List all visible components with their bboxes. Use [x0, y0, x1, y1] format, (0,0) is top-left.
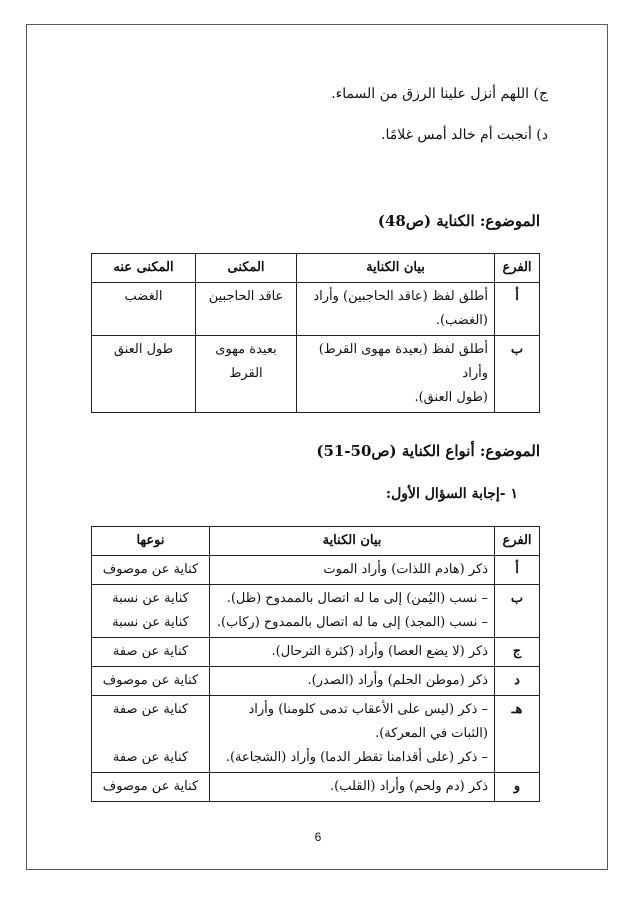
row-meaning: طول العنق — [92, 336, 196, 413]
row-type — [92, 585, 210, 638]
type-line: كناية عن صفة — [112, 702, 189, 717]
kinaya-table — [91, 253, 540, 413]
table-header-row — [92, 254, 540, 283]
row-explanation: ذكر (لا يضع العصا) وأراد (كثرة الترحال). — [210, 638, 495, 667]
header-branch: الفرع — [495, 527, 540, 556]
table-row — [92, 773, 540, 802]
table-row — [92, 283, 540, 336]
header-metonym: المكنى — [196, 254, 297, 283]
table-row — [92, 667, 540, 696]
section1-title: الموضوع: الكناية (ص48) — [377, 212, 540, 230]
explanation-line: أطلق لفظ (عاقد الحاجبين) وأراد — [313, 289, 488, 304]
header-explanation: بيان الكناية — [210, 527, 495, 556]
row-type: كناية عن موصوف — [92, 556, 210, 585]
explanation-line: – نسب (اليُمن) إلى ما له اتصال بالممدوح (ظل). — [226, 591, 488, 606]
row-explanation — [210, 585, 495, 638]
kinaya-types-table — [91, 526, 540, 802]
item-d-line: د) أنجبت أم خالد أمس غلامًا. — [381, 127, 548, 143]
explanation-line: – ذكر (ليس على الأعقاب تدمى كلومنا) وأراد — [248, 702, 488, 717]
explanation-line: (طول العنق). — [414, 390, 488, 405]
section2-title: الموضوع: أنواع الكناية (ص50-51) — [316, 442, 540, 460]
row-meaning: الغضب — [92, 283, 196, 336]
header-explanation: بيان الكناية — [297, 254, 495, 283]
row-type: كناية عن موصوف — [92, 667, 210, 696]
row-explanation — [297, 336, 495, 413]
explanation-line: أطلق لفظ (بعيدة مهوى القرط) وأراد — [318, 342, 488, 381]
explanation-line: (الغضب). — [435, 313, 488, 328]
row-branch: و — [495, 773, 540, 802]
header-branch: الفرع — [495, 254, 540, 283]
type-line: كناية عن صفة — [112, 750, 189, 765]
type-line-spacer — [98, 722, 203, 746]
row-branch: ب — [495, 336, 540, 413]
item-j-line: ج) اللهم أنزل علينا الرزق من السماء. — [331, 86, 548, 102]
metonym-line: بعيدة مهوى — [215, 342, 277, 357]
metonym-line: القرط — [229, 366, 263, 381]
row-branch: ب — [495, 585, 540, 638]
row-branch: أ — [495, 283, 540, 336]
header-type: نوعها — [92, 527, 210, 556]
type-line: كناية عن نسبة — [112, 615, 189, 630]
row-explanation: ذكر (دم ولحم) وأراد (القلب). — [210, 773, 495, 802]
header-meaning: المكنى عنه — [92, 254, 196, 283]
table-row — [92, 336, 540, 413]
row-explanation — [210, 696, 495, 773]
row-type — [92, 696, 210, 773]
row-explanation — [297, 283, 495, 336]
row-type: كناية عن موصوف — [92, 773, 210, 802]
row-branch: هـ — [495, 696, 540, 773]
table-row — [92, 696, 540, 773]
table-row — [92, 585, 540, 638]
row-metonym — [196, 336, 297, 413]
explanation-line: (الثبات في المعركة). — [375, 726, 488, 741]
row-branch: أ — [495, 556, 540, 585]
table-row — [92, 556, 540, 585]
table-row — [92, 638, 540, 667]
page-number: 6 — [314, 830, 322, 844]
section2-subtitle: ١ -إجابة السؤال الأول: — [385, 486, 518, 502]
row-branch: د — [495, 667, 540, 696]
row-type: كناية عن صفة — [92, 638, 210, 667]
table-header-row — [92, 527, 540, 556]
row-branch: ج — [495, 638, 540, 667]
type-line: كناية عن نسبة — [112, 591, 189, 606]
explanation-line: – نسب (المجد) إلى ما له اتصال بالممدوح (ركاب). — [216, 615, 488, 630]
row-explanation: ذكر (موطن الحلم) وأراد (الصدر). — [210, 667, 495, 696]
row-explanation: ذكر (هادم اللذات) وأراد الموت — [210, 556, 495, 585]
explanation-line: – ذكر (على أقدامنا تقطر الدما) وأراد (الشجاعة). — [225, 750, 488, 765]
row-metonym: عاقد الحاجبين — [196, 283, 297, 336]
